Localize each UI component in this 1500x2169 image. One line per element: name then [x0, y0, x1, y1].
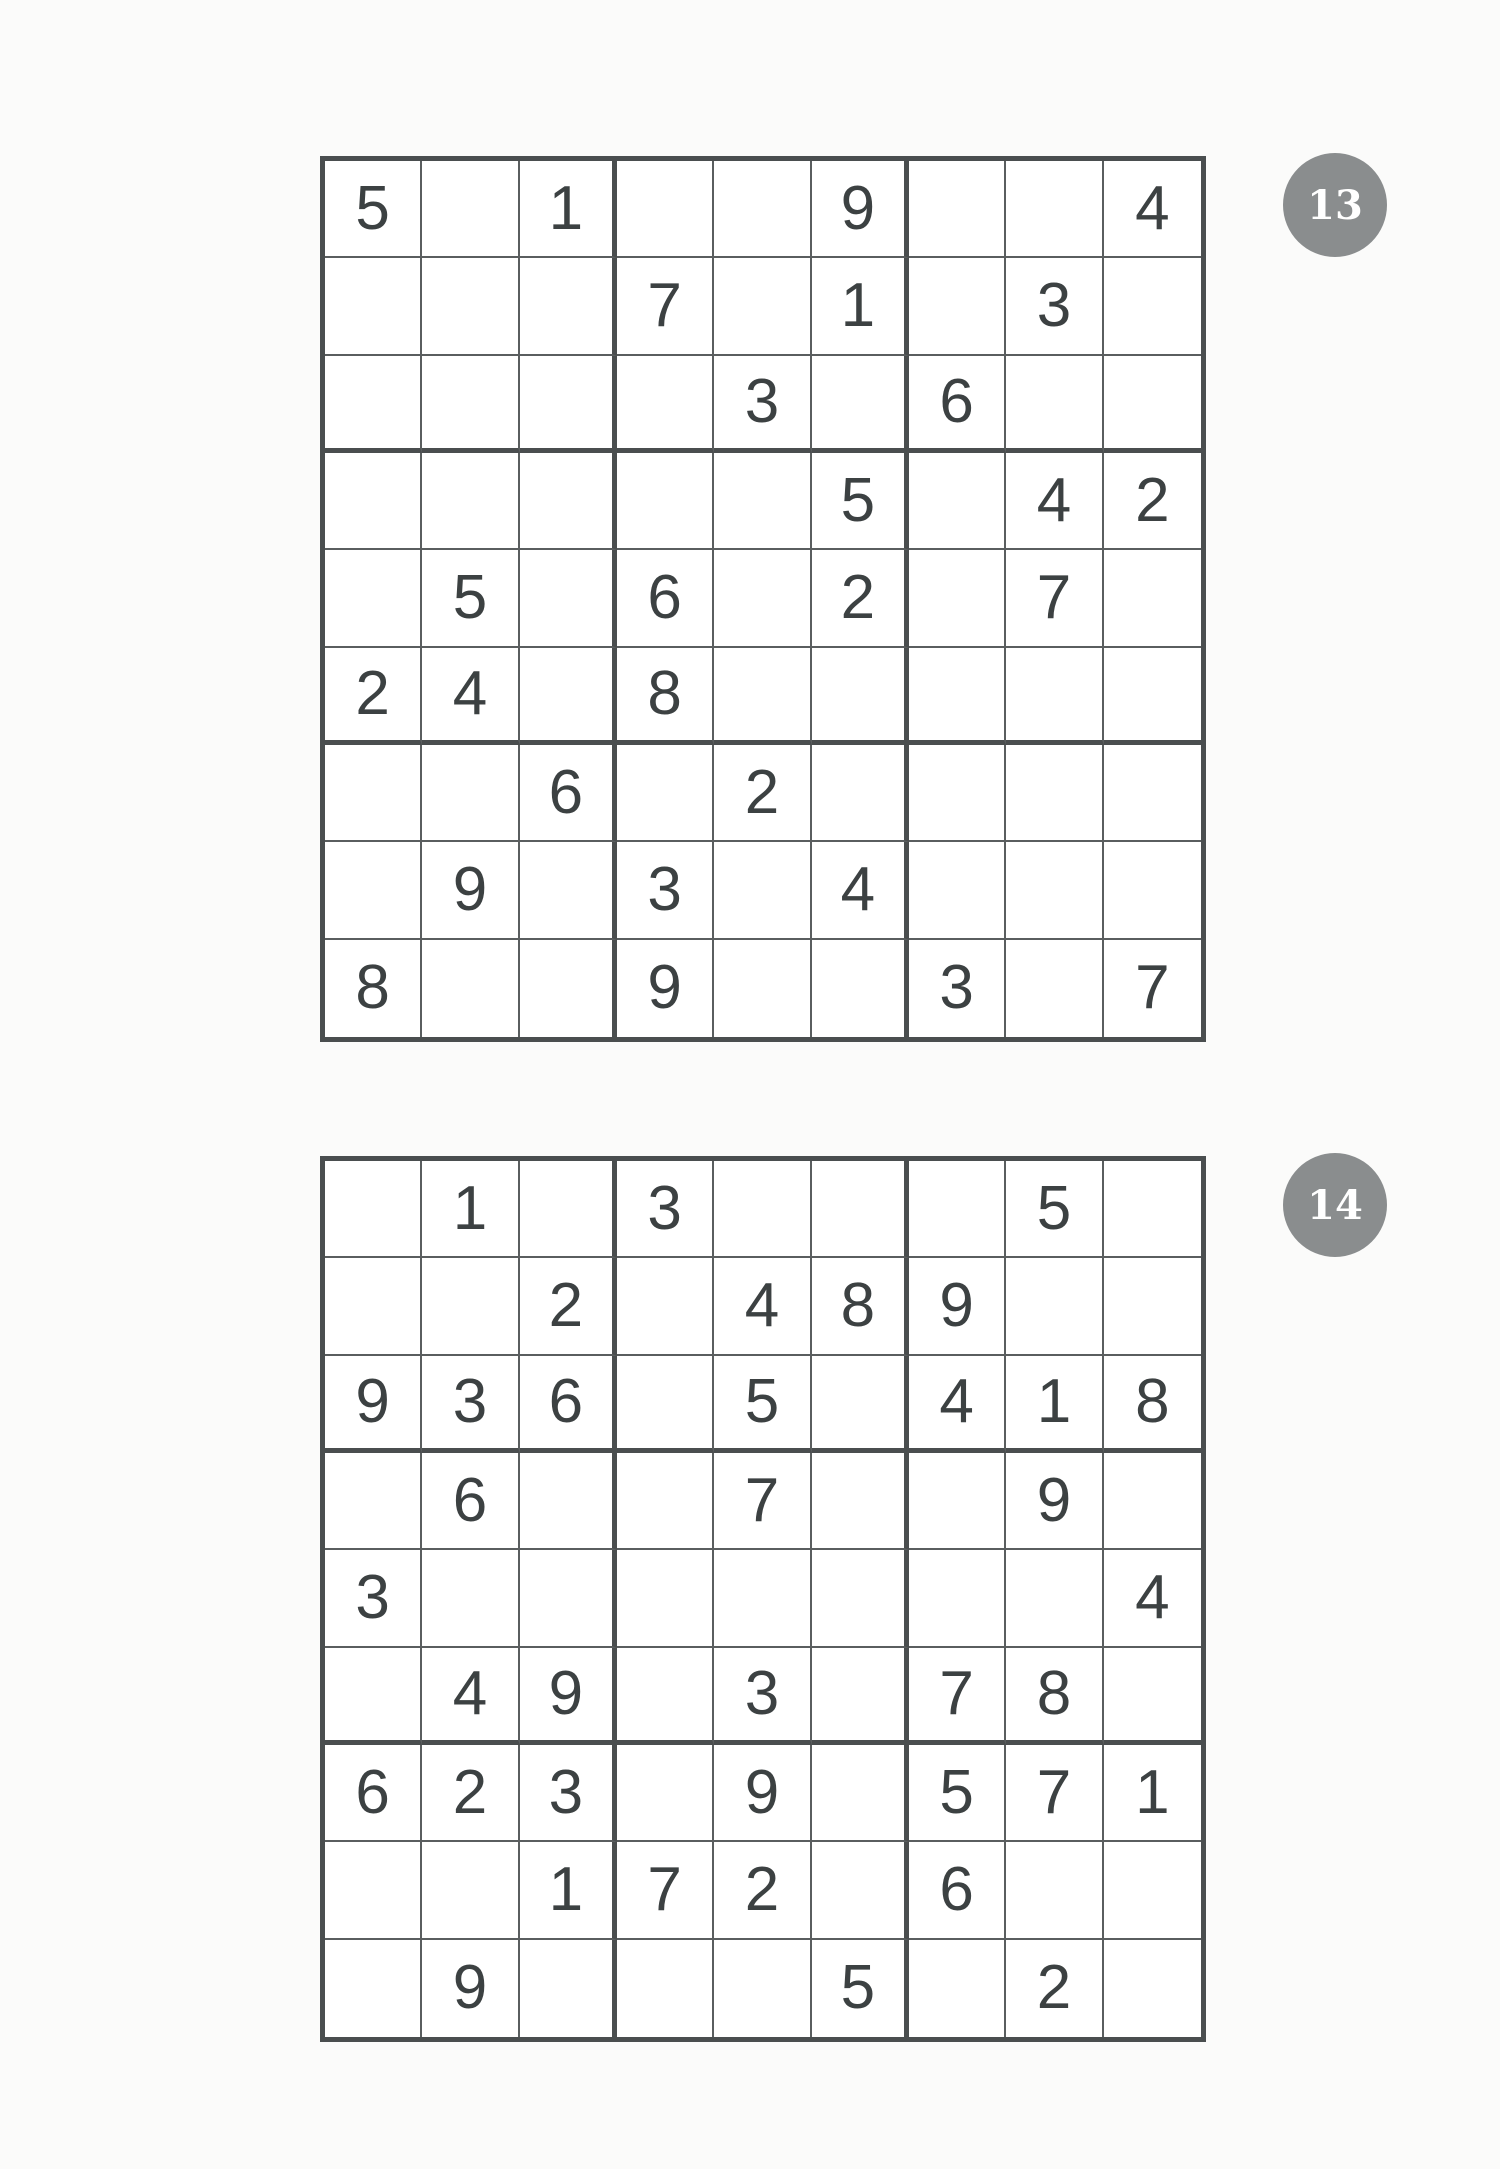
- sudoku-cell[interactable]: [325, 745, 422, 842]
- sudoku-cell[interactable]: [1006, 842, 1103, 939]
- sudoku-cell[interactable]: [1104, 648, 1201, 745]
- sudoku-cell[interactable]: [1104, 1258, 1201, 1355]
- sudoku-cell[interactable]: 3: [714, 356, 811, 453]
- sudoku-cell[interactable]: [1104, 356, 1201, 453]
- sudoku-cell[interactable]: [1006, 940, 1103, 1037]
- puzzle-number-badge-14: 14: [1283, 1153, 1387, 1257]
- sudoku-cell[interactable]: [422, 453, 519, 550]
- sudoku-cell[interactable]: [325, 1842, 422, 1939]
- puzzle-number-badge-13: 13: [1283, 153, 1387, 257]
- sudoku-cell[interactable]: [325, 1161, 422, 1258]
- sudoku-cell[interactable]: [909, 745, 1006, 842]
- sudoku-cell[interactable]: 9: [812, 161, 909, 258]
- sudoku-cell[interactable]: [909, 1453, 1006, 1550]
- sudoku-cell[interactable]: 9: [714, 1745, 811, 1842]
- sudoku-cell[interactable]: [422, 745, 519, 842]
- sudoku-cell[interactable]: 2: [325, 648, 422, 745]
- sudoku-cell[interactable]: [714, 940, 811, 1037]
- sudoku-cell[interactable]: [325, 842, 422, 939]
- sudoku-cell[interactable]: [1104, 1648, 1201, 1745]
- sudoku-cell[interactable]: 4: [714, 1258, 811, 1355]
- sudoku-cell[interactable]: 4: [812, 842, 909, 939]
- sudoku-cell[interactable]: [325, 453, 422, 550]
- sudoku-cell[interactable]: [1006, 161, 1103, 258]
- sudoku-cell[interactable]: [714, 161, 811, 258]
- sudoku-cell[interactable]: [714, 258, 811, 355]
- sudoku-cell[interactable]: [714, 453, 811, 550]
- sudoku-cell[interactable]: 1: [422, 1161, 519, 1258]
- sudoku-cell[interactable]: [812, 745, 909, 842]
- sudoku-cell[interactable]: 8: [1006, 1648, 1103, 1745]
- sudoku-cell[interactable]: 6: [520, 1356, 617, 1453]
- sudoku-cell[interactable]: 1: [812, 258, 909, 355]
- sudoku-cell[interactable]: [422, 1842, 519, 1939]
- sudoku-cell[interactable]: [617, 1940, 714, 2037]
- sudoku-cell[interactable]: 3: [714, 1648, 811, 1745]
- sudoku-cell[interactable]: [1104, 745, 1201, 842]
- sudoku-cell[interactable]: [520, 1940, 617, 2037]
- sudoku-cell[interactable]: 7: [1135, 953, 1170, 1023]
- sudoku-cell[interactable]: 2: [422, 1745, 519, 1842]
- sudoku-cell[interactable]: 4: [909, 1356, 1006, 1453]
- sudoku-cell[interactable]: 4: [1104, 1550, 1201, 1647]
- sudoku-cell[interactable]: [617, 161, 714, 258]
- sudoku-cell[interactable]: [909, 842, 1006, 939]
- sudoku-cell[interactable]: 7: [617, 258, 714, 355]
- sudoku-cell[interactable]: [325, 1258, 422, 1355]
- sudoku-cell[interactable]: [1104, 1161, 1201, 1258]
- sudoku-cell[interactable]: [422, 1550, 519, 1647]
- sudoku-cell[interactable]: 7: [909, 1648, 1006, 1745]
- sudoku-cell[interactable]: 9: [1006, 1453, 1103, 1550]
- sudoku-cell[interactable]: 4: [422, 1648, 519, 1745]
- sudoku-cell[interactable]: 2: [1006, 1940, 1103, 2037]
- sudoku-cell[interactable]: [520, 550, 617, 647]
- sudoku-cell[interactable]: 2: [714, 745, 811, 842]
- sudoku-cell[interactable]: 5: [909, 1745, 1006, 1842]
- sudoku-cell[interactable]: [812, 1842, 909, 1939]
- sudoku-cell[interactable]: [812, 1161, 909, 1258]
- sudoku-cell[interactable]: 8: [812, 1258, 909, 1355]
- sudoku-cell[interactable]: [1006, 1258, 1103, 1355]
- sudoku-cell[interactable]: [714, 842, 811, 939]
- sudoku-cell[interactable]: [520, 258, 617, 355]
- sudoku-cell[interactable]: [714, 1550, 811, 1647]
- sudoku-cell[interactable]: [617, 453, 714, 550]
- sudoku-cell[interactable]: 4: [422, 648, 519, 745]
- sudoku-cell[interactable]: [617, 1453, 714, 1550]
- sudoku-cell[interactable]: [812, 648, 909, 745]
- sudoku-cell[interactable]: 6: [422, 1453, 519, 1550]
- sudoku-cell[interactable]: [812, 1453, 909, 1550]
- sudoku-cell[interactable]: [325, 1453, 422, 1550]
- sudoku-cell[interactable]: 9: [909, 1258, 1006, 1355]
- sudoku-cell[interactable]: 2: [714, 1842, 811, 1939]
- sudoku-cell[interactable]: 3: [909, 940, 1006, 1037]
- sudoku-cell[interactable]: 7: [1006, 1745, 1103, 1842]
- sudoku-cell[interactable]: 3: [1006, 258, 1103, 355]
- sudoku-cell[interactable]: 5: [422, 550, 519, 647]
- sudoku-cell[interactable]: 6: [520, 745, 617, 842]
- sudoku-cell[interactable]: [520, 842, 617, 939]
- sudoku-cell[interactable]: 8: [617, 648, 714, 745]
- sudoku-cell[interactable]: [520, 1161, 617, 1258]
- sudoku-cell[interactable]: 9: [520, 1648, 617, 1745]
- sudoku-cell[interactable]: [714, 1161, 811, 1258]
- sudoku-cell[interactable]: [325, 550, 422, 647]
- sudoku-cell[interactable]: [812, 1550, 909, 1647]
- sudoku-cell[interactable]: [812, 1745, 909, 1842]
- sudoku-cell[interactable]: [520, 1550, 617, 1647]
- sudoku-cell[interactable]: [422, 356, 519, 453]
- sudoku-cell[interactable]: [617, 1258, 714, 1355]
- sudoku-cell[interactable]: [1104, 1940, 1201, 2037]
- sudoku-cell[interactable]: [812, 940, 909, 1037]
- sudoku-cell[interactable]: [1006, 356, 1103, 453]
- sudoku-cell[interactable]: [325, 1648, 422, 1745]
- sudoku-cell[interactable]: [1006, 745, 1103, 842]
- sudoku-cell[interactable]: 5: [812, 1940, 909, 2037]
- sudoku-cell[interactable]: [1104, 842, 1201, 939]
- sudoku-cell[interactable]: 7: [1006, 550, 1103, 647]
- sudoku-cell[interactable]: [909, 453, 1006, 550]
- sudoku-cell[interactable]: 6: [325, 1745, 422, 1842]
- sudoku-cell[interactable]: 5: [325, 161, 422, 258]
- sudoku-cell[interactable]: [909, 1940, 1006, 2037]
- sudoku-cell[interactable]: [1104, 258, 1201, 355]
- sudoku-cell[interactable]: 4: [1104, 161, 1201, 258]
- sudoku-cell[interactable]: 6: [617, 550, 714, 647]
- sudoku-grid-14: [320, 1156, 1206, 2042]
- sudoku-cell[interactable]: [422, 1258, 519, 1355]
- sudoku-cell[interactable]: [617, 356, 714, 453]
- sudoku-cell[interactable]: 1: [520, 1842, 617, 1939]
- sudoku-cell[interactable]: [325, 356, 422, 453]
- sudoku-cell[interactable]: 3: [617, 842, 714, 939]
- sudoku-cell[interactable]: 3: [422, 1356, 519, 1453]
- sudoku-cell[interactable]: [714, 648, 811, 745]
- sudoku-cell[interactable]: [617, 1648, 714, 1745]
- sudoku-cell[interactable]: [714, 550, 811, 647]
- sudoku-cell[interactable]: [909, 161, 1006, 258]
- sudoku-cell[interactable]: [520, 940, 617, 1037]
- sudoku-cell[interactable]: [1006, 1842, 1103, 1939]
- sudoku-cell[interactable]: 6: [909, 356, 1006, 453]
- sudoku-cell[interactable]: [617, 1550, 714, 1647]
- sudoku-cell[interactable]: [520, 453, 617, 550]
- sudoku-cell[interactable]: 9: [422, 1940, 519, 2037]
- sudoku-cell[interactable]: 5: [812, 453, 909, 550]
- sudoku-cell[interactable]: [714, 1940, 811, 2037]
- sudoku-cell[interactable]: 6: [909, 1842, 1006, 1939]
- sudoku-cell[interactable]: [812, 1648, 909, 1745]
- sudoku-cell[interactable]: [617, 1745, 714, 1842]
- sudoku-cell[interactable]: [909, 258, 1006, 355]
- sudoku-cell[interactable]: [909, 1550, 1006, 1647]
- sudoku-cell[interactable]: 3: [325, 1550, 422, 1647]
- sudoku-cell[interactable]: 4: [1006, 453, 1103, 550]
- sudoku-cell[interactable]: 9: [617, 940, 714, 1037]
- sudoku-cell[interactable]: [1104, 1453, 1201, 1550]
- sudoku-cell[interactable]: 9: [422, 842, 519, 939]
- sudoku-cell[interactable]: [1104, 550, 1201, 647]
- sudoku-cell[interactable]: 1: [520, 161, 617, 258]
- sudoku-cell[interactable]: [422, 161, 519, 258]
- sudoku-cell[interactable]: [909, 1161, 1006, 1258]
- sudoku-cell[interactable]: 2: [520, 1258, 617, 1355]
- sudoku-cell[interactable]: [1006, 1550, 1103, 1647]
- sudoku-cell[interactable]: [1006, 648, 1103, 745]
- sudoku-cell[interactable]: 3: [617, 1161, 714, 1258]
- sudoku-cell[interactable]: [422, 940, 519, 1037]
- sudoku-cell[interactable]: [812, 356, 909, 453]
- sudoku-cell[interactable]: [909, 648, 1006, 745]
- sudoku-cell[interactable]: 2: [1104, 453, 1201, 550]
- sudoku-cell[interactable]: [422, 258, 519, 355]
- sudoku-cell[interactable]: [1104, 1842, 1201, 1939]
- sudoku-cell[interactable]: 3: [520, 1745, 617, 1842]
- sudoku-cell[interactable]: 9: [325, 1356, 422, 1453]
- sudoku-cell[interactable]: 8: [1104, 1356, 1201, 1453]
- sudoku-cell[interactable]: [520, 1453, 617, 1550]
- sudoku-cell[interactable]: [617, 745, 714, 842]
- sudoku-cell[interactable]: [812, 1356, 909, 1453]
- sudoku-cell[interactable]: [617, 1356, 714, 1453]
- sudoku-cell[interactable]: [520, 356, 617, 453]
- sudoku-cell[interactable]: 1: [1006, 1356, 1103, 1453]
- sudoku-cell[interactable]: 7: [617, 1842, 714, 1939]
- sudoku-cell[interactable]: [325, 258, 422, 355]
- sudoku-cell[interactable]: [325, 1940, 422, 2037]
- sudoku-cell[interactable]: 1: [1104, 1745, 1201, 1842]
- sudoku-grid-13: [320, 156, 1206, 1042]
- sudoku-cell[interactable]: [520, 648, 617, 745]
- sudoku-cell[interactable]: 8: [325, 940, 422, 1037]
- sudoku-cell[interactable]: 2: [812, 550, 909, 647]
- sudoku-cell[interactable]: 5: [1006, 1161, 1103, 1258]
- sudoku-cell[interactable]: [909, 550, 1006, 647]
- sudoku-cell[interactable]: 7: [714, 1453, 811, 1550]
- sudoku-cell[interactable]: 5: [714, 1356, 811, 1453]
